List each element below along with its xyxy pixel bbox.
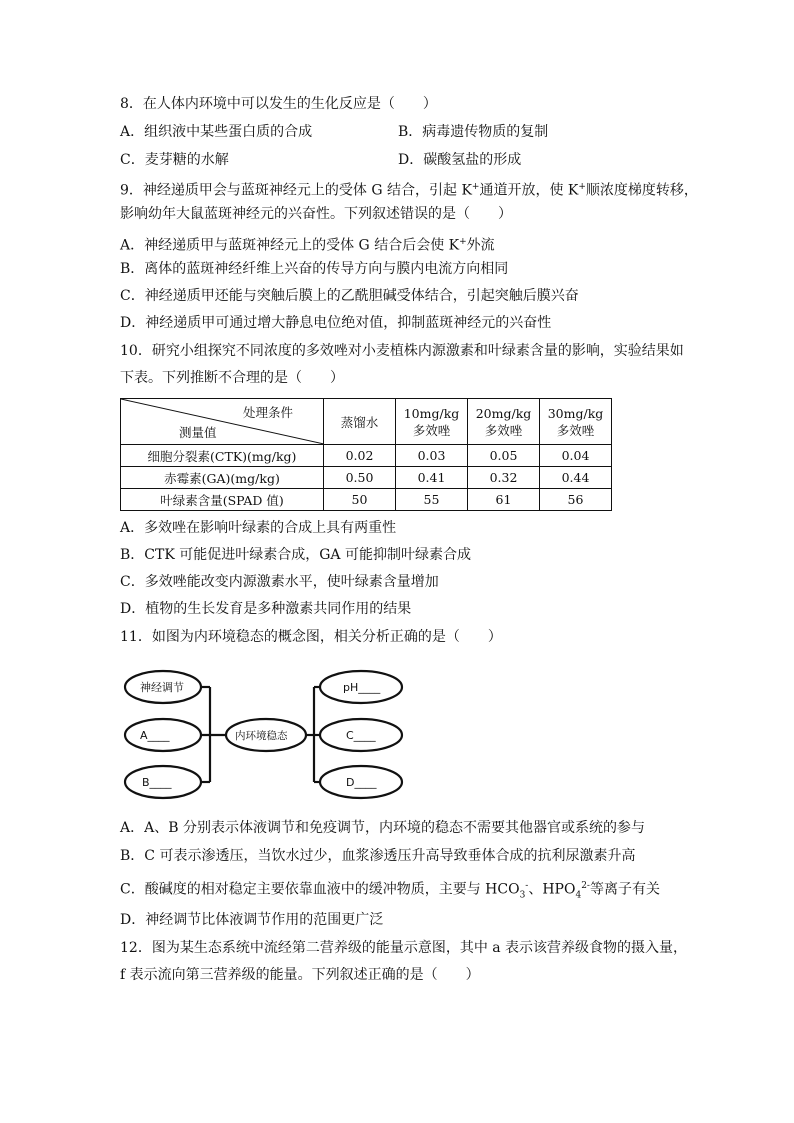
label-nerve-regulation: 神经调节 [140, 681, 184, 694]
table-cell: 56 [540, 489, 612, 511]
table-cell: 55 [396, 489, 468, 511]
q11-option-b: B．C 可表示渗透压，当饮水过少，血浆渗透压升高导致垂体合成的抗利尿激素升高 [120, 848, 636, 864]
table-row [121, 445, 612, 467]
header-col-10mg: 10mg/kg 多效唑 [396, 399, 468, 445]
q9-option-c: C．神经递质甲还能与突触后膜上的乙酰胆碱受体结合，引起突触后膜兴奋 [120, 288, 579, 304]
table-cell: 0.44 [540, 467, 612, 489]
row-label: 赤霉素(GA)(mg/kg) [121, 467, 324, 489]
row-label: 叶绿素含量(SPAD 值) [121, 489, 324, 511]
header-col-30mg: 30mg/kg 多效唑 [540, 399, 612, 445]
header-col-water: 蒸馏水 [324, 399, 396, 445]
header-treatment-label: 处理条件 [242, 405, 293, 420]
homeostasis-concept-diagram [118, 665, 418, 805]
q11-option-c: C．酸碱度的相对稳定主要依靠血液中的缓冲物质，主要与 $HCO_3^-$、$HPO_4^{2-}$等离子有关 [120, 881, 660, 901]
table-cell: 0.32 [468, 467, 540, 489]
q10-option-a: A．多效唑在影响叶绿素的合成上具有两重性 [120, 520, 397, 536]
q8-option-b: B．病毒遗传物质的复制 [398, 124, 549, 140]
q9-option-a: A．神经递质甲与蓝斑神经元上的受体 G 结合后会使 K+外流 [120, 237, 495, 254]
table-corner-cell [121, 399, 324, 445]
table-row [121, 489, 612, 511]
table-cell: 61 [468, 489, 540, 511]
table-cell: 0.02 [324, 445, 396, 467]
header-measure-label: 测量值 [179, 425, 217, 440]
header-col-20mg: 20mg/kg 多效唑 [468, 399, 540, 445]
q8-stem: 8．在人体内环境中可以发生的生化反应是（ ） [120, 96, 437, 112]
q8-option-c: C．麦芽糖的水解 [120, 152, 229, 168]
q9-option-d: D．神经递质甲可通过增大静息电位绝对值，抑制蓝斑神经元的兴奋性 [120, 315, 552, 331]
table-cell: 0.41 [396, 467, 468, 489]
q9-option-b: B．离体的蓝斑神经纤维上兴奋的传导方向与膜内电流方向相同 [120, 261, 509, 277]
label-ph: pH____ [343, 681, 381, 694]
q10-option-b: B．CTK 可能促进叶绿素合成，GA 可能抑制叶绿素合成 [120, 547, 471, 563]
label-c: C____ [346, 729, 376, 742]
q10-stem-line1: 10．研究小组探究不同浓度的多效唑对小麦植株内源激素和叶绿素含量的影响，实验结果如 [120, 343, 684, 359]
table-cell: 0.04 [540, 445, 612, 467]
q12-stem-line1: 12．图为某生态系统中流经第二营养级的能量示意图，其中 a 表示该营养级食物的摄入量， [120, 940, 688, 956]
diagonal-divider [121, 399, 324, 444]
row-label: 细胞分裂素(CTK)(mg/kg) [121, 445, 324, 467]
q8-option-a: A．组织液中某些蛋白质的合成 [120, 124, 313, 140]
q12-stem-line2: f 表示流向第三营养级的能量。下列叙述正确的是（ ） [120, 967, 480, 983]
label-b: B____ [142, 776, 172, 789]
label-d: D____ [346, 776, 377, 789]
q10-data-table [120, 398, 612, 511]
q11-option-d: D．神经调节比体液调节作用的范围更广泛 [120, 912, 384, 928]
table-cell: 50 [324, 489, 396, 511]
q8-option-d: D．碳酸氢盐的形成 [398, 152, 522, 168]
table-cell: 0.05 [468, 445, 540, 467]
table-row [121, 467, 612, 489]
q10-stem-line2: 下表。下列推断不合理的是（ ） [120, 370, 344, 386]
q9-stem-line2: 影响幼年大鼠蓝斑神经元的兴奋性。下列叙述错误的是（ ） [120, 206, 512, 222]
label-a: A____ [140, 729, 170, 742]
q11-stem: 11．如图为内环境稳态的概念图，相关分析正确的是（ ） [120, 629, 502, 645]
q11-option-a: A．A、B 分别表示体液调节和免疫调节，内环境的稳态不需要其他器官或系统的参与 [120, 820, 645, 836]
table-cell: 0.50 [324, 467, 396, 489]
table-cell: 0.03 [396, 445, 468, 467]
q9-stem-line1: 9．神经递质甲会与蓝斑神经元上的受体 G 结合，引起 K+通道开放，使 K+顺浓度梯度转移， [120, 182, 698, 199]
q10-option-d: D．植物的生长发育是多种激素共同作用的结果 [120, 601, 412, 617]
label-center: 内环境稳态 [235, 730, 288, 742]
q10-option-c: C．多效唑能改变内源激素水平，使叶绿素含量增加 [120, 574, 439, 590]
